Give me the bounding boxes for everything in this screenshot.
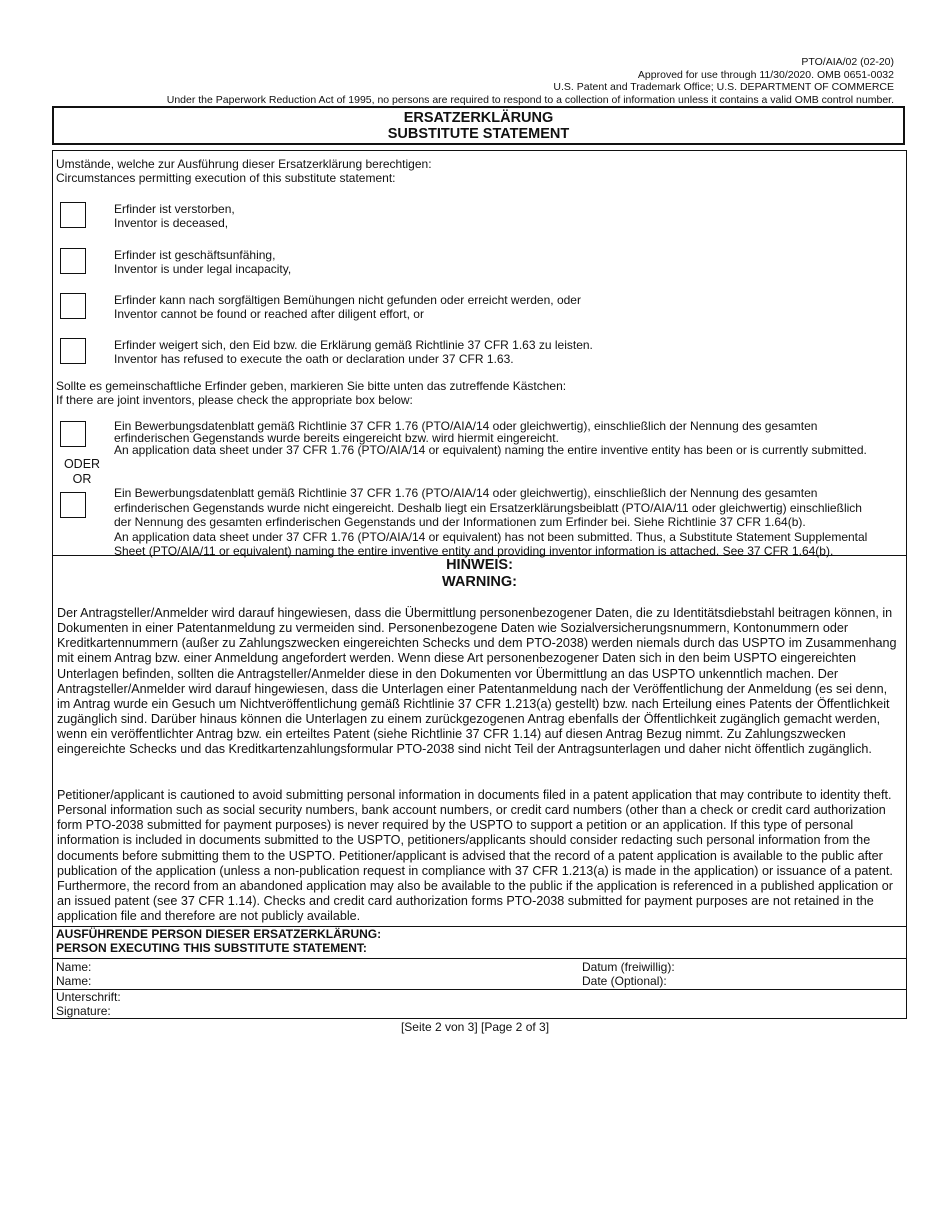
joint-inventors-intro: Sollte es gemeinschaftliche Erfinder geben, markieren Sie bitte unten das zutreffende Kästchen: If there are joint inventors, please check the appropriate box below: bbox=[56, 379, 567, 407]
page-number: [Seite 2 von 3] [Page 2 of 3] bbox=[400, 1020, 550, 1034]
divider bbox=[53, 555, 906, 556]
joint-option-ads-submitted-label: Ein Bewerbungsdatenblatt gemäß Richtlinie 37 CFR 1.76 (PTO/AIA/14 oder gleichwertig), einschließlich der Nennung des gesamten erfinderischen Gegenstands wurde bereits eingereicht bzw. wird hiermit eingereicht. An application data sheet under 37 CFR 1.76 (PTO/AIA/14 or equivalent) naming the entire inventive entity has been or is currently submitted. bbox=[114, 419, 867, 457]
checkbox-ads-submitted[interactable] bbox=[60, 421, 86, 447]
title-german: ERSATZERKLÄRUNG bbox=[403, 110, 554, 126]
checkbox-inventor-incapacity[interactable] bbox=[60, 248, 86, 274]
checkbox-inventor-refused[interactable] bbox=[60, 338, 86, 364]
checkbox-ads-not-submitted[interactable] bbox=[60, 492, 86, 518]
omb-approval: Approved for use through 11/30/2020. OMB 0651-0032 bbox=[637, 68, 894, 81]
option-inventor-incapacity-label: Erfinder ist geschäftsunfähing, Inventor is under legal incapacity, bbox=[114, 248, 292, 276]
checkbox-inventor-deceased[interactable] bbox=[60, 202, 86, 228]
warning-text-german: Der Antragsteller/Anmelder wird darauf hingewiesen, dass die Übermittlung personenbezogener Daten, die zu Identitätsdiebstahl beitragen können, in Dokumenten in einer Patentanmeldung zu vermeiden sind. Personenbezogene Daten wie Sozialversicherungsnummern, Kontonummern oder Kreditkartennummern (außer zu Zahlungszwecken eingereichten Schecks und dem PTO-2038) werden niemals durch das USPTO im Zusammenhang mit einem Antrag bzw. einer Anmeldung angefordert werden. Wenn diese Art personenbezogener Daten sich in den beim USPTO eingereichten Unterlagen befinden, sollten die Antragsteller/Anmelder diese in den Dokumenten vor Übermittlung an das USPTO unkenntlich machen. Der Antragsteller/Anmelder wird darauf hingewiesen, dass die Unterlagen einer Patentanmeldung nach der Veröffentlichung der Anmeldung (es sei denn, im Antrag wurde ein Gesuch um Nichtveröffentlichung gemäß Richtlinie 37 CFR 1.213(a) gestellt) bzw. nach Erteilung eines Patents der Öffentlichkeit zugänglich sind. Darüber hinaus können die Unterlagen zu einem zurückgezogenen Antrag ebenfalls der Öffentlichkeit zugänglich gemacht werden, wenn ein veröffentlichter Antrag bzw. ein erteiltes Patent (siehe Richtlinie 37 CFR 1.14) auf diesen Antrag Bezug nimmt. Zu Zahlungszwecken eingereichte Schecks und das Kreditkartenzahlungsformular PTO-2038 sind nicht Teil der Antragsunterlagen und daher nicht öffentlich zugänglich. bbox=[57, 606, 897, 757]
title-english: SUBSTITUTE STATEMENT bbox=[387, 126, 570, 142]
divider bbox=[53, 958, 906, 959]
warning-text-english: Petitioner/applicant is cautioned to avoid submitting personal information in documents filed in a patent application that may contribute to identity theft. Personal information such as social security numbers, bank account numbers, or credit card numbers (other than a check or credit card authorization form PTO-2038 submitted for payment purposes) is never required by the USPTO to support a petition or an application. If this type of personal information is included in documents submitted to the USPTO, petitioners/applicants should consider redacting such personal information from the documents before submitting them to the USPTO. Petitioner/applicant is advised that the record of a patent application is available to the public after publication of the application (unless a non-publication request in compliance with 37 CFR 1.213(a) is made in the application) or issuance of a patent. Furthermore, the record from an abandoned application may also be available to the public if the application is referenced in a published application or an issued patent (see 37 CFR 1.14). Checks and credit card authorization forms PTO-2038 submitted for payment purposes are not retained in the application file and therefore are not publicly available. bbox=[57, 788, 893, 924]
joint-option-ads-not-submitted-label: Ein Bewerbungsdatenblatt gemäß Richtlinie 37 CFR 1.76 (PTO/AIA/14 oder gleichwertig), einschließlich der Nennung des gesamten erfinderischen Gegenstands wurde nicht eingereicht. Deshalb liegt ein Ersatzerklärungsbeiblatt (PTO/AIA/11 oder gleichwertig) einschließlich der Nennung des gesamten erfinderischen Gegenstands und der Informationen zum Erfinder bei. Siehe Richtlinie 37 CFR 1.64(b). An application data sheet under 37 CFR 1.76 (PTO/AIA/14 or equivalent) has not been submitted. Thus, a Substitute Statement Supplemental Sheet (PTO/AIA/11 or equivalent) naming the entire inventive entity and providing inventor information is attached. See 37 CFR 1.64(b). bbox=[114, 486, 868, 559]
form-header bbox=[166, 56, 894, 106]
form-title bbox=[52, 106, 905, 145]
form-body bbox=[52, 150, 907, 1019]
option-inventor-deceased-label: Erfinder ist verstorben, Inventor is deceased, bbox=[114, 202, 235, 230]
circumstances-intro: Umstände, welche zur Ausführung dieser Ersatzerklärung berechtigen: Circumstances permitting execution of this substitute statement: bbox=[56, 157, 432, 185]
paperwork-notice: Under the Paperwork Reduction Act of 1995, no persons are required to respond to a collection of information unless it contains a valid OMB control number. bbox=[166, 93, 894, 106]
option-inventor-refused-label: Erfinder weigert sich, den Eid bzw. die Erklärung gemäß Richtlinie 37 CFR 1.63 zu leisten. Inventor has refused to execute the oath or declaration under 37 CFR 1.63. bbox=[114, 338, 593, 366]
option-inventor-not-found-label: Erfinder kann nach sorgfältigen Bemühungen nicht gefunden oder erreicht werden, oder Inventor cannot be found or reached after diligent effort, or bbox=[114, 293, 581, 321]
person-executing-title: AUSFÜHRENDE PERSON DIESER ERSATZERKLÄRUNG: PERSON EXECUTING THIS SUBSTITUTE STATEMENT: bbox=[56, 927, 382, 955]
checkbox-inventor-not-found[interactable] bbox=[60, 293, 86, 319]
form-number: PTO/AIA/02 (02-20) bbox=[801, 56, 894, 68]
date-field[interactable]: Datum (freiwillig): Date (Optional): bbox=[582, 960, 675, 988]
warning-title: HINWEIS: WARNING: bbox=[442, 557, 517, 590]
office-name: U.S. Patent and Trademark Office; U.S. DEPARTMENT OF COMMERCE bbox=[553, 81, 894, 94]
signature-field[interactable]: Unterschrift: Signature: bbox=[56, 990, 121, 1018]
or-separator: ODER OR bbox=[63, 457, 101, 486]
name-field[interactable]: Name: Name: bbox=[56, 960, 92, 988]
divider bbox=[53, 989, 906, 990]
